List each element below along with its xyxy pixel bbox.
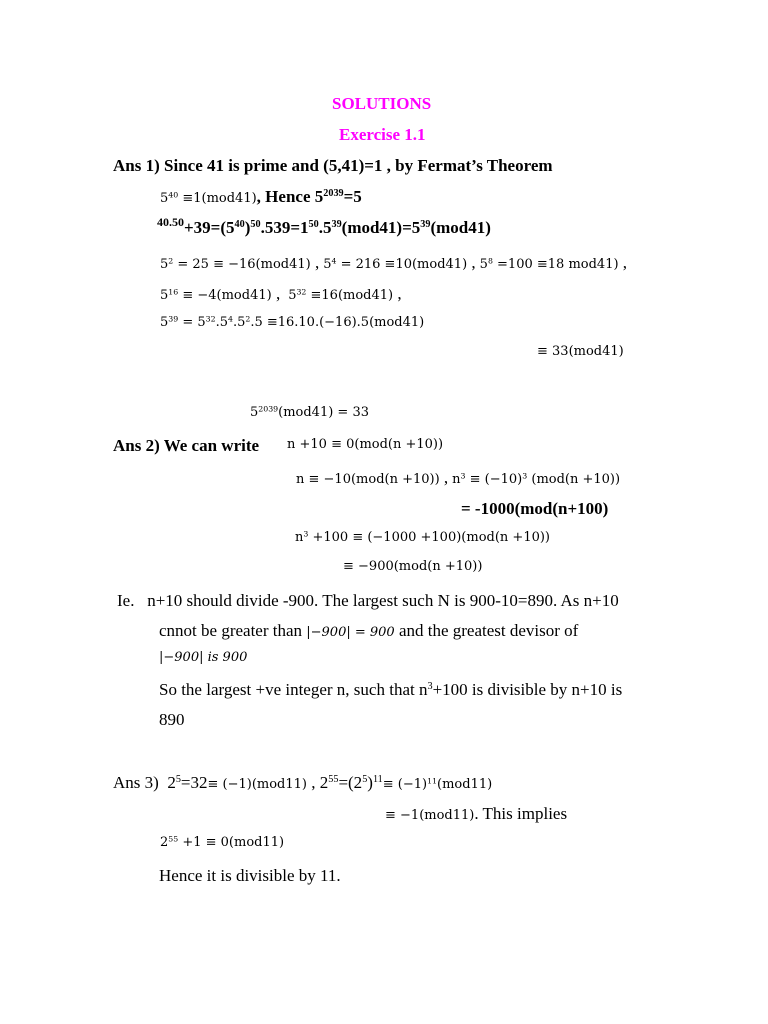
ans1-intro: Since 41 is prime and (5,41)=1 , by Fermat’s Theorem — [164, 156, 553, 175]
ans2-para5: 890 — [159, 710, 185, 729]
ans2-para3: |−900| is 900 — [159, 650, 248, 665]
ans2-line1: n +10 ≡ 0(mod(n +10)) — [287, 437, 444, 452]
ans2-label: Ans 2) We can write — [113, 436, 260, 455]
hence-expr: , Hence $5^{2039}=5$ — [256, 187, 362, 206]
ans3-line3: $2^{55} +1 \equiv 0(mod11)$ — [160, 834, 285, 850]
ans2-line5: ≡ −900(mod(n +10)) — [343, 559, 483, 574]
ans2-line2: n ≡ −10(mod(n +10)) , $n^3 \equiv (-10)^3$ (mod(n +10)) — [296, 468, 621, 487]
ans1-line3: $5^2 = 25 \equiv -16(mod41)$ , $5^4 = 216 \equiv 10(mod41)$ , $5^8 =100 \equiv 18$ mod41) , — [160, 253, 628, 272]
ans1-line2: $^{40.50}+39=(5^{40})^{50}.539=1^{50}.5^{39}(mod41)=5^{39}(mod41)$ — [157, 214, 491, 237]
exercise-title: Exercise 1.1 — [339, 125, 426, 144]
ans2-para2: cnnot be greater than |−900| = 900 and the greatest devisor of — [159, 621, 579, 640]
ie-label: Ie. — [117, 591, 135, 610]
ans3-line1: Ans 3) $2^5=32\equiv (-1)(mod11)$ , $2^{55}=(2^5)^{11}\equiv (-1)^{11}(mod11)$ — [113, 773, 493, 792]
ans1-line6: ≡ 33(mod41) — [537, 344, 624, 359]
ans2-para4: So the largest +ve integer n, such that $n^3+100$ is divisible by n+10 is — [159, 680, 623, 699]
ans1-line4: $5^{16} \equiv -4(mod41)$ , $5^{32} \equiv 16(mod41)$ , — [160, 284, 402, 303]
ans1-intro-line — [113, 157, 553, 174]
ie-text: n+10 should divide -900. The largest such N is 900-10=890. As n+10 — [147, 591, 619, 610]
ans1-line5: $5^{39} = 5^{32}.5^4.5^2.5 \equiv 16.10.(-16).5(mod41)$ — [160, 314, 425, 330]
ans1-label: Ans 1) — [113, 156, 160, 175]
ans1-line1 — [160, 188, 362, 206]
fermat-expr: $5^{40} \equiv 1(mod41)$ — [160, 190, 257, 206]
page-title: SOLUTIONS — [332, 94, 432, 113]
ans3-conclusion: Hence it is divisible by 11. — [159, 866, 341, 885]
ans3-label: Ans 3) — [113, 773, 159, 792]
ans2-ie-line — [117, 592, 619, 609]
ans3-line2: ≡ −1(mod11). This implies — [385, 804, 568, 823]
ans2-line4: $n^3 +100 \equiv (-1000 +100)(mod(n +10))$ — [295, 529, 550, 545]
ans2-line3: = -1000(mod(n+100) — [461, 499, 609, 518]
ans1-result: $5^{2039}(mod41) = 33$ — [250, 404, 369, 420]
